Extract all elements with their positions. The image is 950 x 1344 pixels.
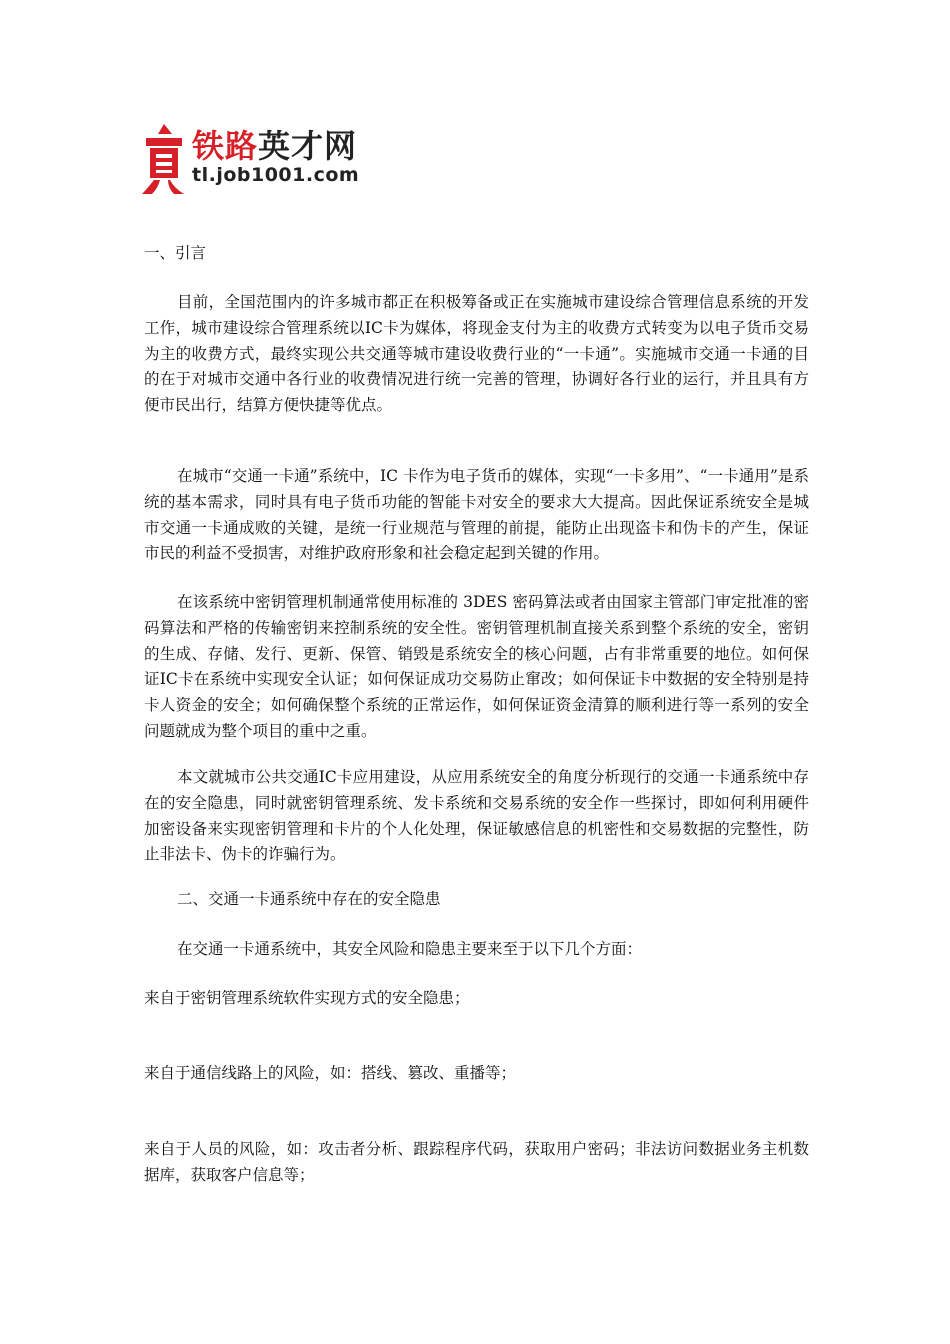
paragraph-system-security: 在城市“交通一卡通”系统中，IC 卡作为电子货币的媒体，实现“一卡多用”、“一卡通用”是系统的基本需求，同时具有电子货币功能的智能卡对安全的要求大大提高。因此保证系统安全是城市交通一卡通成败的关键，是统一行业规范与管理的前提，能防止出现盗卡和伪卡的产生，保证市民的利益不受损害，对维护政府形象和社会稳定起到关键的作用。	[144, 467, 809, 563]
logo-url: tl.job1001.com	[192, 164, 360, 186]
logo-wordmark	[192, 126, 357, 166]
site-logo	[140, 118, 380, 198]
paragraph-scope: 本文就城市公共交通IC卡应用建设，从应用系统安全的角度分析现行的交通一卡通系统中存在的安全隐患，同时就密钥管理系统、发卡系统和交易系统的安全作一些探讨，即如何利用硬件加密设备来实现密钥管理和卡片的个人化处理，保证敏感信息的机密性和交易数据的完整性，防止非法卡、伪卡的诈骗行为。	[144, 768, 809, 864]
section-heading-intro: 一、引言	[144, 244, 207, 262]
logo-name-part2: 英才网	[258, 127, 358, 165]
list-item-risk-communication: 来自于通信线路上的风险，如：搭线、篡改、重播等；	[144, 1064, 517, 1082]
section-heading-risks: 二、交通一卡通系统中存在的安全隐患	[177, 890, 441, 908]
list-item-risk-personnel: 来自于人员的风险，如：攻击者分析、跟踪程序代码，获取用户密码；非法访问数据业务主机数据库，获取客户信息等；	[144, 1140, 809, 1184]
logo-emblem-icon	[140, 122, 188, 196]
paragraph-key-management: 在该系统中密钥管理机制通常使用标准的 3DES 密码算法或者由国家主管部门审定批准的密码算法和严格的传输密钥来控制系统的安全性。密钥管理机制直接关系到整个系统的安全，密钥的生成、存储、发行、更新、保管、销毁是系统安全的核心问题，占有非常重要的地位。如何保证IC卡在系统中实现安全认证；如何保证成功交易防止窜改；如何保证卡中数据的安全特别是持卡人资金的安全；如何确保整个系统的正常运作，如何保证资金清算的顺利进行等一系列的安全问题就成为整个项目的重中之重。	[144, 593, 809, 740]
paragraph-risks-intro: 在交通一卡通系统中，其安全风险和隐患主要来至于以下几个方面：	[177, 940, 643, 958]
paragraph-intro: 目前，全国范围内的许多城市都正在积极筹备或正在实施城市建设综合管理信息系统的开发工作，城市建设综合管理系统以IC卡为媒体，将现金支付为主的收费方式转变为以电子货币交易为主的收费方式，最终实现公共交通等城市建设收费行业的“一卡通”。实施城市交通一卡通的目的在于对城市交通中各行业的收费情况进行统一完善的管理，协调好各行业的运行，并且具有方便市民出行，结算方便快捷等优点。	[144, 293, 809, 415]
logo-name-part1: 铁路	[192, 127, 259, 165]
list-item-risk-software: 来自于密钥管理系统软件实现方式的安全隐患；	[144, 989, 470, 1007]
